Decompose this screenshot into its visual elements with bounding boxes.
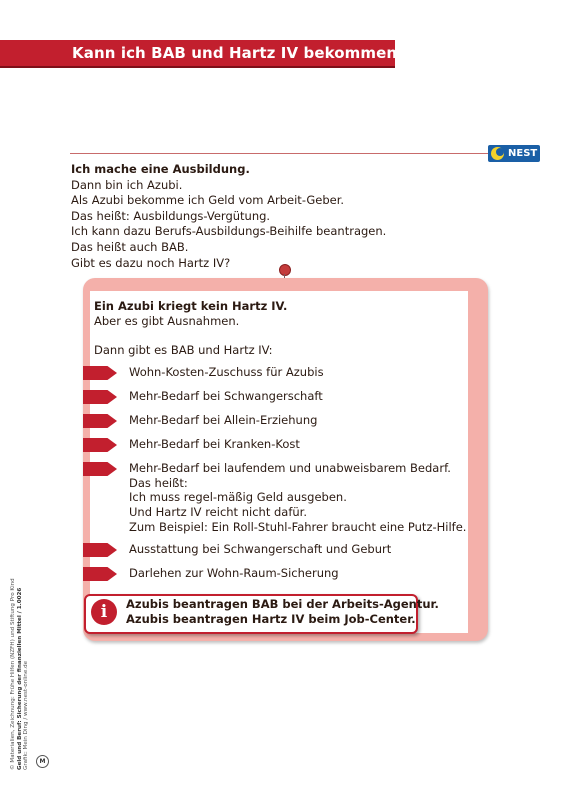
- list-item-text: Das heißt:: [129, 475, 188, 490]
- list-item-text: Mehr-Bedarf bei laufendem und unabweisbarem Bedarf.: [129, 461, 451, 475]
- list-item-text: Mehr-Bedarf bei Kranken-Kost: [129, 437, 300, 451]
- intro-line: Ich kann dazu Berufs-Ausbildungs-Beihilfe beantragen.: [71, 224, 387, 239]
- list-item-text: Zum Beispiel: Ein Roll-Stuhl-Fahrer braucht eine Putz-Hilfe.: [129, 519, 467, 534]
- intro-line: Gibt es dazu noch Hartz IV?: [71, 255, 231, 270]
- info-icon: i: [91, 599, 117, 625]
- sun-moon-icon: [491, 147, 504, 160]
- credit-line: Geld und Beruf: Sicherung der finanziellen Mittel / 1.0026: [16, 587, 23, 770]
- info-line: Azubis beantragen BAB bei der Arbeits-Agentur.: [126, 597, 439, 611]
- logo-icon: M: [36, 755, 49, 768]
- list-item-text: Mehr-Bedarf bei Schwangerschaft: [129, 389, 323, 403]
- pin-icon: [279, 264, 291, 276]
- info-line: Azubis beantragen Hartz IV beim Job-Center.: [126, 612, 416, 626]
- credit-line: Grafik: Mein Ding / www.nest-online.de: [23, 660, 29, 770]
- card-lead: Dann gibt es BAB und Hartz IV:: [94, 343, 273, 357]
- intro-text: [71, 162, 386, 271]
- page-title: Kann ich BAB und Hartz IV bekommen?: [72, 44, 406, 62]
- list-item-text: Ausstattung bei Schwangerschaft und Geburt: [129, 542, 392, 556]
- divider: [70, 153, 488, 154]
- list-item-text: Wohn-Kosten-Zuschuss für Azubis: [129, 365, 324, 379]
- list-item-text: Ich muss regel-mäßig Geld ausgeben.: [129, 490, 347, 505]
- list-item-text: Und Hartz IV reicht nicht dafür.: [129, 505, 307, 520]
- card-heading: Ein Azubi kriegt kein Hartz IV.: [94, 299, 288, 313]
- intro-line: Als Azubi bekomme ich Geld vom Arbeit-Geber.: [71, 193, 345, 208]
- sidebar-credits: [10, 578, 30, 770]
- list-item-text: Mehr-Bedarf bei Allein-Erziehung: [129, 413, 318, 427]
- intro-line: Das heißt: Ausbildungs-Vergütung.: [71, 208, 271, 223]
- intro-line: Das heißt auch BAB.: [71, 239, 189, 254]
- intro-line: Dann bin ich Azubi.: [71, 177, 183, 192]
- card-subheading: Aber es gibt Ausnahmen.: [94, 314, 240, 328]
- credit-line: © Materialien, Zeichnung: Frühe Hilfen (NZFH) und Stiftung Pro Kind: [10, 578, 16, 770]
- intro-line: Ich mache eine Ausbildung.: [71, 162, 250, 176]
- nest-label: NEST: [508, 148, 538, 159]
- list-item-text: Darlehen zur Wohn-Raum-Sicherung: [129, 566, 339, 580]
- nest-badge: [488, 145, 540, 162]
- info-text: [126, 597, 439, 627]
